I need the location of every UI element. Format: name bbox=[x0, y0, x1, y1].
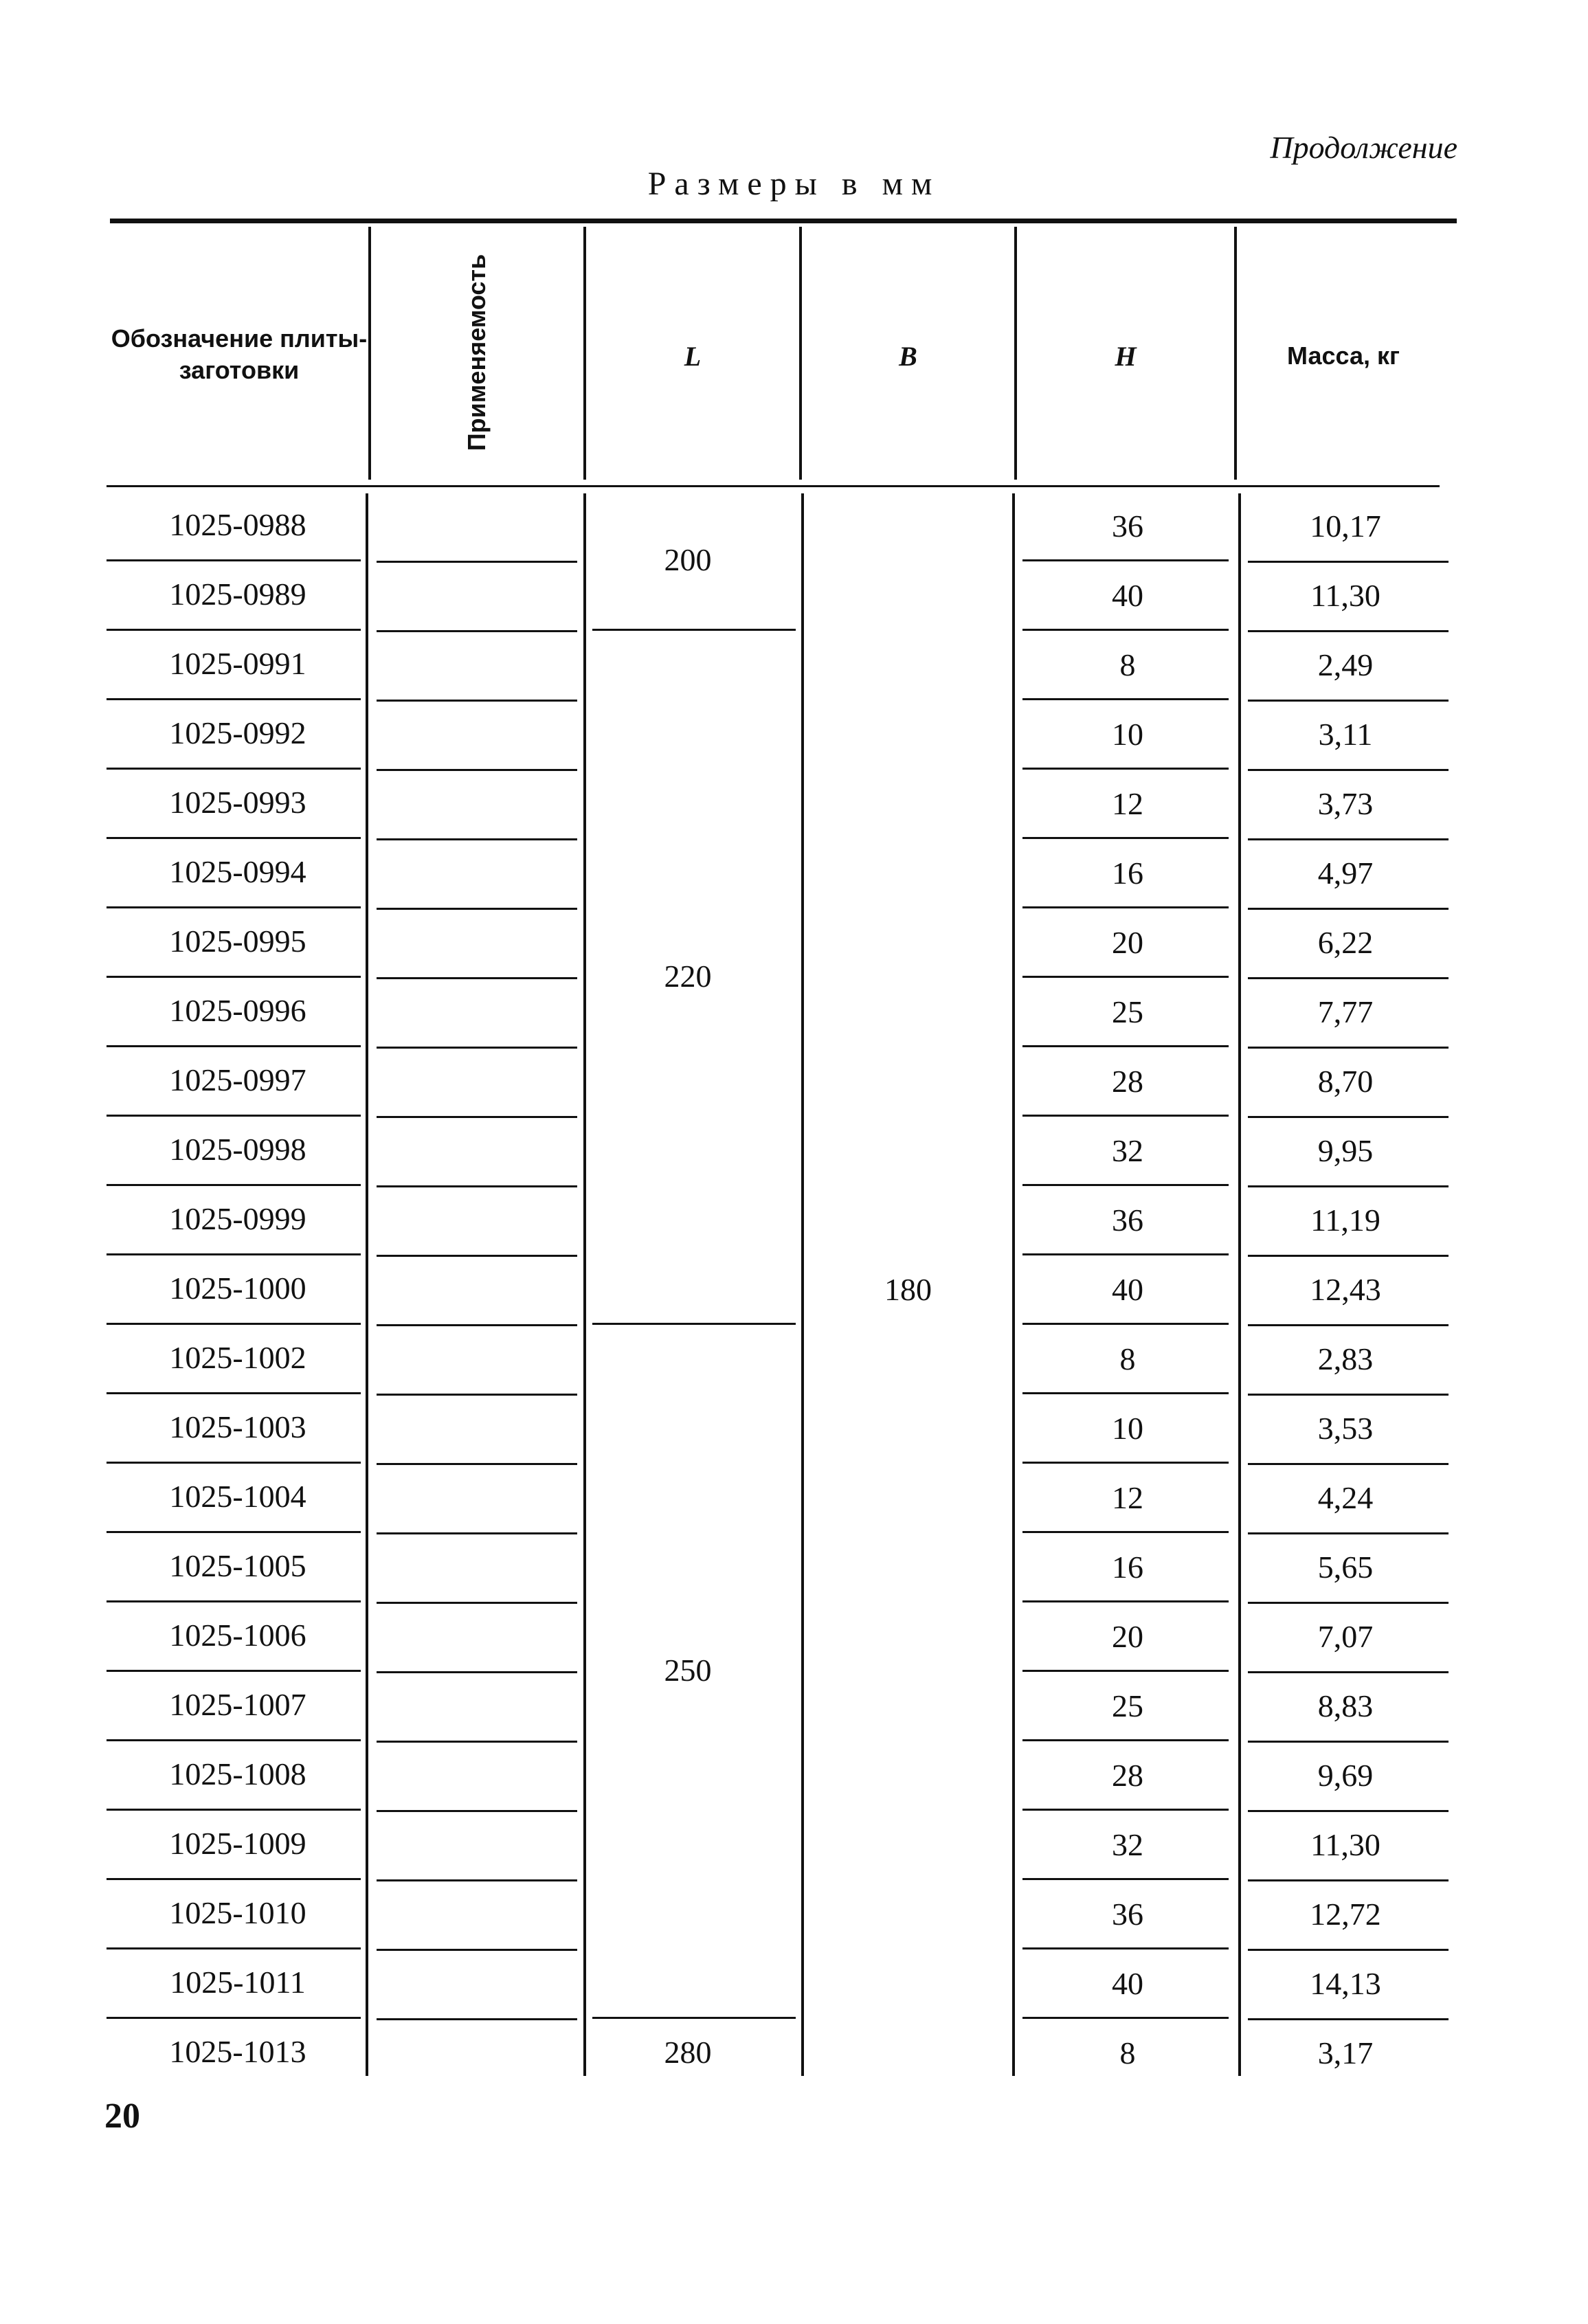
H-cell: 20 bbox=[1112, 925, 1143, 960]
mass-cell: 8,70 bbox=[1317, 1064, 1374, 1099]
designation-cell: 1025-1006 bbox=[169, 1618, 306, 1653]
designation-cell: 1025-1011 bbox=[170, 1965, 306, 2000]
row-rule bbox=[377, 630, 577, 632]
H-cell: 40 bbox=[1112, 1966, 1143, 2001]
H-cell: 40 bbox=[1112, 578, 1143, 613]
mass-cell: 11,30 bbox=[1310, 1827, 1380, 1862]
H-cell: 25 bbox=[1112, 994, 1143, 1029]
mass-cell: 4,24 bbox=[1317, 1480, 1374, 1515]
H-cell: 36 bbox=[1112, 1203, 1143, 1238]
column-header-B: B bbox=[899, 341, 917, 372]
row-rule bbox=[377, 1255, 577, 1257]
mass-cell: 7,07 bbox=[1317, 1619, 1374, 1654]
row-rule bbox=[377, 1810, 577, 1812]
H-cell: 12 bbox=[1112, 786, 1143, 821]
row-rule bbox=[377, 838, 577, 840]
mass-cell: 12,72 bbox=[1310, 1897, 1381, 1932]
mass-cell: 14,13 bbox=[1310, 1966, 1381, 2001]
designation-cell: 1025-0988 bbox=[169, 507, 306, 542]
column-header-H: H bbox=[1115, 341, 1137, 372]
mass-cell: 8,83 bbox=[1317, 1688, 1374, 1723]
H-cell: 8 bbox=[1119, 647, 1136, 682]
row-rule bbox=[377, 1116, 577, 1118]
mass-cell: 5,65 bbox=[1317, 1550, 1374, 1585]
column-header-designation: Обозначение плиты-заготовки bbox=[111, 324, 368, 384]
designation-cell: 1025-0996 bbox=[169, 993, 306, 1028]
designation-cell: 1025-0995 bbox=[169, 924, 306, 959]
designation-cell: 1025-1007 bbox=[169, 1687, 306, 1722]
row-rule bbox=[377, 908, 577, 910]
row-rule bbox=[377, 769, 577, 771]
designation-cell: 1025-0997 bbox=[169, 1062, 306, 1097]
L-cell: 280 bbox=[664, 2034, 712, 2070]
L-group-rule bbox=[592, 629, 796, 631]
designation-cell: 1025-1008 bbox=[169, 1756, 306, 1791]
designation-cell: 1025-1009 bbox=[169, 1826, 306, 1861]
designation-cell: 1025-1013 bbox=[169, 2034, 306, 2069]
H-cell: 20 bbox=[1112, 1619, 1143, 1654]
row-rule bbox=[377, 1185, 577, 1187]
H-cell: 8 bbox=[1119, 2035, 1136, 2070]
mass-cell: 9,69 bbox=[1317, 1758, 1374, 1793]
mass-cell: 6,22 bbox=[1317, 925, 1374, 960]
mass-cell: 7,77 bbox=[1317, 994, 1374, 1029]
H-cell: 16 bbox=[1112, 856, 1143, 891]
L-cell: 220 bbox=[664, 959, 712, 994]
designation-cell: 1025-0992 bbox=[169, 715, 306, 750]
H-cell: 10 bbox=[1112, 717, 1143, 752]
designation-cell: 1025-0998 bbox=[169, 1132, 306, 1167]
designation-cell: 1025-1010 bbox=[169, 1895, 306, 1930]
mass-cell: 3,11 bbox=[1318, 717, 1373, 752]
H-cell: 32 bbox=[1112, 1827, 1143, 1862]
mass-cell: 9,95 bbox=[1317, 1133, 1374, 1168]
row-rule bbox=[377, 1532, 577, 1534]
row-rule bbox=[377, 700, 577, 702]
row-rule bbox=[377, 1463, 577, 1465]
designation-cell: 1025-1003 bbox=[169, 1409, 306, 1444]
H-cell: 28 bbox=[1112, 1064, 1143, 1099]
column-header-mass: Масса, кг bbox=[1287, 342, 1400, 370]
header-bottom-rule bbox=[107, 485, 1440, 487]
mass-cell: 3,73 bbox=[1317, 786, 1374, 821]
designation-cell: 1025-0994 bbox=[169, 854, 306, 889]
mass-cell: 4,97 bbox=[1317, 856, 1374, 891]
mass-cell: 2,83 bbox=[1317, 1341, 1374, 1376]
row-rule bbox=[377, 1671, 577, 1673]
mass-cell: 3,17 bbox=[1317, 2035, 1374, 2070]
designation-cell: 1025-0991 bbox=[169, 646, 306, 681]
mass-cell: 3,53 bbox=[1317, 1411, 1374, 1446]
H-cell: 8 bbox=[1119, 1341, 1136, 1376]
row-rule bbox=[377, 977, 577, 979]
column-header-applicability-cell bbox=[371, 227, 583, 481]
row-rule bbox=[377, 1741, 577, 1743]
L-cell: 250 bbox=[664, 1653, 712, 1688]
L-group-rule bbox=[592, 1323, 796, 1325]
H-cell: 28 bbox=[1112, 1758, 1143, 1793]
designation-cell: 1025-0989 bbox=[169, 577, 306, 612]
H-cell: 40 bbox=[1112, 1272, 1143, 1307]
B-cell: 180 bbox=[884, 1272, 932, 1307]
designation-cell: 1025-1005 bbox=[169, 1548, 306, 1583]
row-rule bbox=[377, 1949, 577, 1951]
mass-cell: 10,17 bbox=[1310, 509, 1381, 544]
row-rule bbox=[377, 1324, 577, 1326]
H-cell: 36 bbox=[1112, 509, 1143, 544]
designation-cell: 1025-0999 bbox=[169, 1201, 306, 1236]
row-rule bbox=[377, 1602, 577, 1604]
row-rule bbox=[377, 1394, 577, 1396]
column-header-L: L bbox=[684, 341, 702, 372]
table-top-rule bbox=[110, 219, 1457, 223]
body-divider bbox=[1012, 493, 1015, 2076]
body-divider bbox=[366, 493, 368, 2076]
row-rule bbox=[377, 1047, 577, 1049]
mass-cell: 11,19 bbox=[1310, 1203, 1380, 1238]
mass-cell: 11,30 bbox=[1310, 578, 1380, 613]
body-divider bbox=[583, 493, 586, 2076]
column-header-applicability: Применяемость bbox=[462, 254, 491, 451]
row-rule bbox=[377, 2018, 577, 2020]
H-cell: 25 bbox=[1112, 1688, 1143, 1723]
designation-cell: 1025-1002 bbox=[169, 1340, 306, 1375]
row-rule bbox=[377, 561, 577, 563]
mass-cell: 2,49 bbox=[1317, 647, 1374, 682]
L-cell: 200 bbox=[664, 542, 712, 577]
page-number: 20 bbox=[104, 2097, 140, 2136]
designation-cell: 1025-0993 bbox=[169, 785, 306, 820]
mass-cell: 12,43 bbox=[1310, 1272, 1381, 1307]
designation-cell: 1025-1000 bbox=[169, 1271, 306, 1306]
H-cell: 32 bbox=[1112, 1133, 1143, 1168]
H-cell: 12 bbox=[1112, 1480, 1143, 1515]
H-cell: 36 bbox=[1112, 1897, 1143, 1932]
row-rule bbox=[377, 1879, 577, 1881]
H-cell: 10 bbox=[1112, 1411, 1143, 1446]
designation-cell: 1025-1004 bbox=[169, 1479, 306, 1514]
continuation-label: Продолжение bbox=[1270, 130, 1457, 165]
table-caption: Размеры в мм bbox=[647, 166, 941, 202]
H-cell: 16 bbox=[1112, 1550, 1143, 1585]
